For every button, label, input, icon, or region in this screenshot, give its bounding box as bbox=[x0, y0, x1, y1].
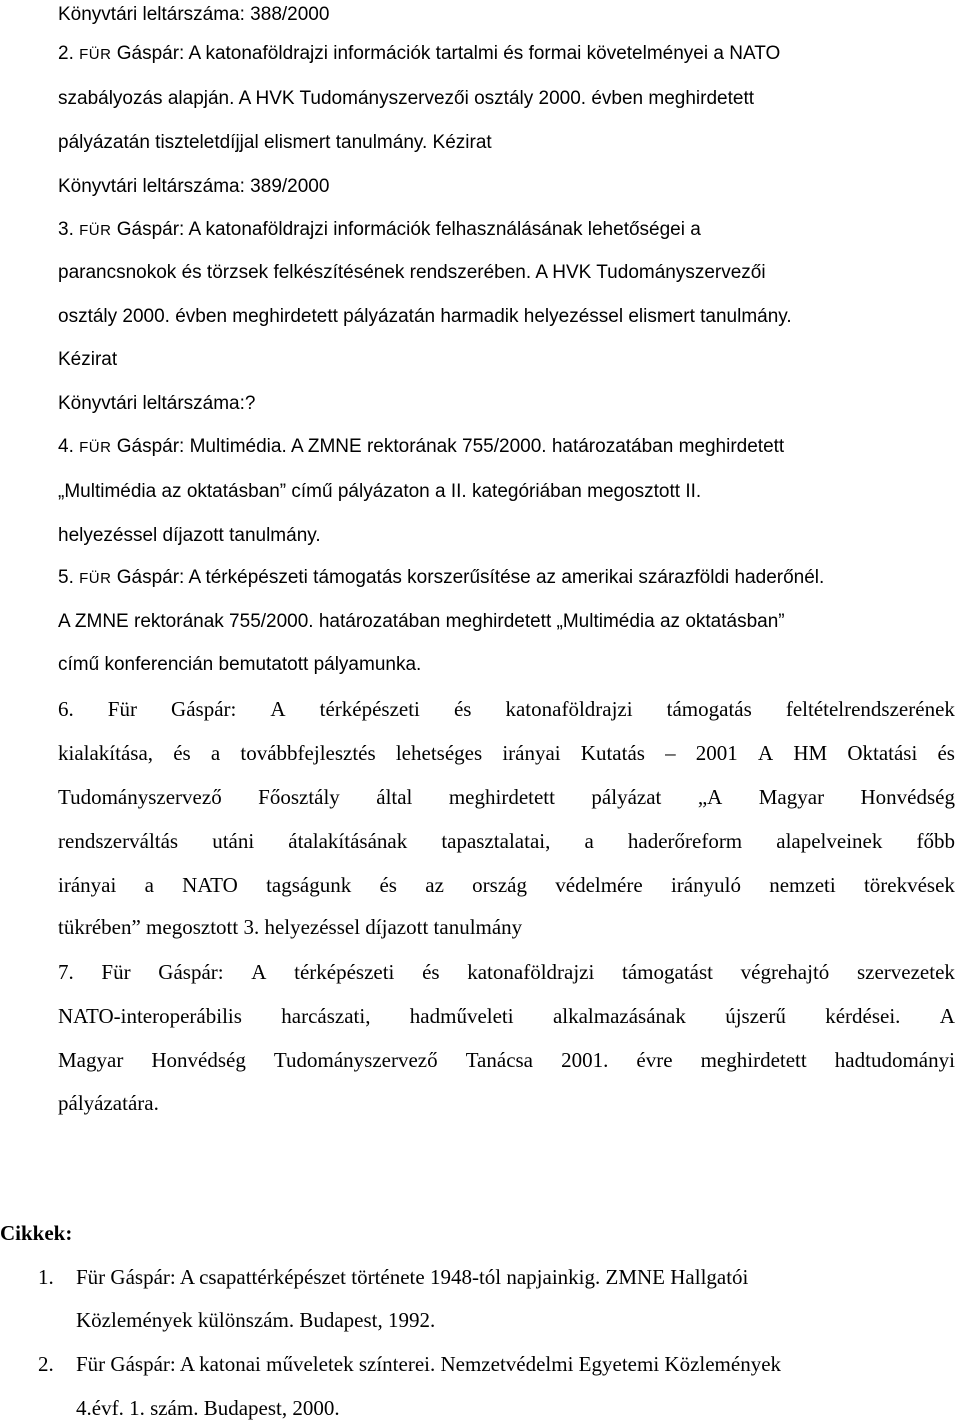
word: rendszerváltás bbox=[58, 829, 179, 853]
word: Oktatási bbox=[847, 741, 918, 765]
item3-line3: osztály 2000. évben meghirdetett pályázatán harmadik helyezéssel elismert tanulmány. bbox=[58, 306, 792, 327]
word: „A bbox=[697, 785, 723, 809]
word: katonaföldrajzi bbox=[467, 960, 595, 984]
word: haderőreform bbox=[627, 829, 743, 853]
word: támogatást bbox=[622, 960, 713, 984]
item7-line-1 bbox=[58, 959, 955, 985]
item2-line3: pályázatán tiszteletdíjjal elismert tanulmány. Kézirat bbox=[58, 132, 492, 153]
articles-heading: Cikkek: bbox=[0, 1221, 73, 1245]
word: lehetséges bbox=[395, 741, 483, 765]
word: 6. bbox=[58, 697, 74, 721]
word: irányai bbox=[502, 741, 561, 765]
word: főbb bbox=[916, 829, 955, 853]
item2-line2: szabályozás alapján. A HVK Tudományszervezői osztály 2000. évben meghirdetett bbox=[58, 88, 755, 109]
word: a bbox=[144, 873, 154, 897]
item4-line3: helyezéssel díjazott tanulmány. bbox=[58, 525, 321, 546]
article2-line1: Für Gáspár: A katonai műveletek színterei. Nemzetvédelmi Egyetemi Közlemények bbox=[76, 1352, 782, 1376]
word: és bbox=[937, 741, 955, 765]
word: 7. bbox=[58, 960, 74, 984]
word: Honvédség bbox=[151, 1048, 246, 1072]
word: törekvések bbox=[863, 873, 955, 897]
item6-line-2 bbox=[58, 740, 955, 766]
word: A bbox=[939, 1004, 955, 1028]
word: katonaföldrajzi bbox=[505, 697, 633, 721]
article1-line1: Für Gáspár: A csapattérképészet története 1948-tól napjainkig. ZMNE Hallgatói bbox=[76, 1265, 749, 1289]
word: ország bbox=[472, 873, 527, 897]
item3-line2: parancsnokok és törzsek felkészítésének rendszerében. A HVK Tudományszervezői bbox=[58, 262, 766, 283]
word: Tudományszervező bbox=[273, 1048, 438, 1072]
word: A bbox=[251, 960, 267, 984]
word: hadtudományi bbox=[834, 1048, 955, 1072]
word: Für bbox=[107, 697, 137, 721]
word: nemzeti bbox=[769, 873, 836, 897]
item6-line-1 bbox=[58, 696, 955, 722]
item5-line1: 5. FÜR Gáspár: A térképészeti támogatás korszerűsítése az amerikai szárazföldi haderőnél. bbox=[58, 567, 825, 588]
word: Magyar bbox=[58, 1048, 124, 1072]
word: az bbox=[425, 873, 444, 897]
item3-line4: Kézirat bbox=[58, 349, 118, 370]
item5-line3: című konferencián bemutatott pályamunka. bbox=[58, 654, 422, 675]
word: NATO-interoperábilis bbox=[58, 1004, 242, 1028]
word: HM bbox=[793, 741, 828, 765]
word: a bbox=[210, 741, 221, 765]
article1-number: 1. bbox=[38, 1265, 54, 1289]
word: meghirdetett bbox=[448, 785, 555, 809]
word: utáni bbox=[212, 829, 255, 853]
word: Gáspár: bbox=[171, 697, 237, 721]
item6-last-line: tükrében” megosztott 3. helyezéssel díjazott tanulmány bbox=[58, 915, 523, 939]
word: Tanácsa bbox=[465, 1048, 534, 1072]
article2-line2: 4.évf. 1. szám. Budapest, 2000. bbox=[76, 1396, 340, 1420]
word: kérdései. bbox=[825, 1004, 901, 1028]
item7-last-line: pályázatára. bbox=[58, 1091, 159, 1115]
word: hadműveleti bbox=[409, 1004, 514, 1028]
item6-line-3 bbox=[58, 784, 955, 810]
word: és bbox=[173, 741, 191, 765]
word: irányuló bbox=[670, 873, 741, 897]
word: a bbox=[584, 829, 594, 853]
word: tapasztalatai, bbox=[441, 829, 551, 853]
word: 2001 bbox=[695, 741, 738, 765]
item7-line-3 bbox=[58, 1047, 955, 1073]
word: szervezetek bbox=[856, 960, 955, 984]
word: tagságunk bbox=[266, 873, 352, 897]
item1-library-number: Könyvtári leltárszáma: 388/2000 bbox=[58, 4, 330, 25]
word: pályázat bbox=[591, 785, 662, 809]
word: védelmére bbox=[555, 873, 643, 897]
word: irányai bbox=[58, 873, 117, 897]
item2-line1: 2. FÜR Gáspár: A katonaföldrajzi információk tartalmi és formai követelményei a NATO bbox=[58, 43, 781, 64]
word: Für bbox=[101, 960, 131, 984]
word: végrehajtó bbox=[740, 960, 830, 984]
word: Tudományszervező bbox=[58, 785, 222, 809]
word: évre bbox=[636, 1048, 673, 1072]
word: Gáspár: bbox=[158, 960, 224, 984]
word: átalakításának bbox=[288, 829, 408, 853]
item5-line2: A ZMNE rektorának 755/2000. határozatában meghirdetett „Multimédia az oktatásban” bbox=[58, 611, 785, 632]
word: Magyar bbox=[758, 785, 825, 809]
word: továbbfejlesztés bbox=[240, 741, 376, 765]
word: Főosztály bbox=[258, 785, 340, 809]
item3-line1: 3. FÜR Gáspár: A katonaföldrajzi információk felhasználásának lehetőségei a bbox=[58, 219, 701, 240]
word: harcászati, bbox=[281, 1004, 371, 1028]
word: által bbox=[376, 785, 413, 809]
item2-library-number: Könyvtári leltárszáma: 389/2000 bbox=[58, 176, 330, 197]
word: A bbox=[757, 741, 774, 765]
word: térképészeti bbox=[319, 697, 420, 721]
word: és bbox=[422, 960, 440, 984]
word: Kutatás bbox=[580, 741, 645, 765]
word: térképészeti bbox=[294, 960, 395, 984]
word: A bbox=[270, 697, 286, 721]
article2-number: 2. bbox=[38, 1352, 54, 1376]
article1-line2: Közlemények különszám. Budapest, 1992. bbox=[76, 1308, 436, 1332]
word: támogatás bbox=[666, 697, 752, 721]
word: Honvédség bbox=[860, 785, 955, 809]
item4-line2: „Multimédia az oktatásban” című pályázaton a II. kategóriában megosztott II. bbox=[58, 481, 702, 502]
item6-line-5 bbox=[58, 872, 955, 898]
word: 2001. bbox=[561, 1048, 609, 1072]
word: és bbox=[453, 697, 472, 721]
word: – bbox=[665, 741, 676, 765]
word: újszerű bbox=[725, 1004, 786, 1028]
item7-line-2 bbox=[58, 1003, 955, 1029]
item3-library-number: Könyvtári leltárszáma:? bbox=[58, 393, 256, 414]
word: és bbox=[379, 873, 397, 897]
word: meghirdetett bbox=[700, 1048, 807, 1072]
word: alapelveinek bbox=[776, 829, 883, 853]
word: feltételrendszerének bbox=[785, 697, 955, 721]
word: kialakítása, bbox=[58, 741, 154, 765]
word: NATO bbox=[182, 873, 238, 897]
item4-line1: 4. FÜR Gáspár: Multimédia. A ZMNE rektorának 755/2000. határozatában meghirdetett bbox=[58, 436, 785, 457]
item6-line-4 bbox=[58, 828, 955, 854]
word: alkalmazásának bbox=[552, 1004, 686, 1028]
